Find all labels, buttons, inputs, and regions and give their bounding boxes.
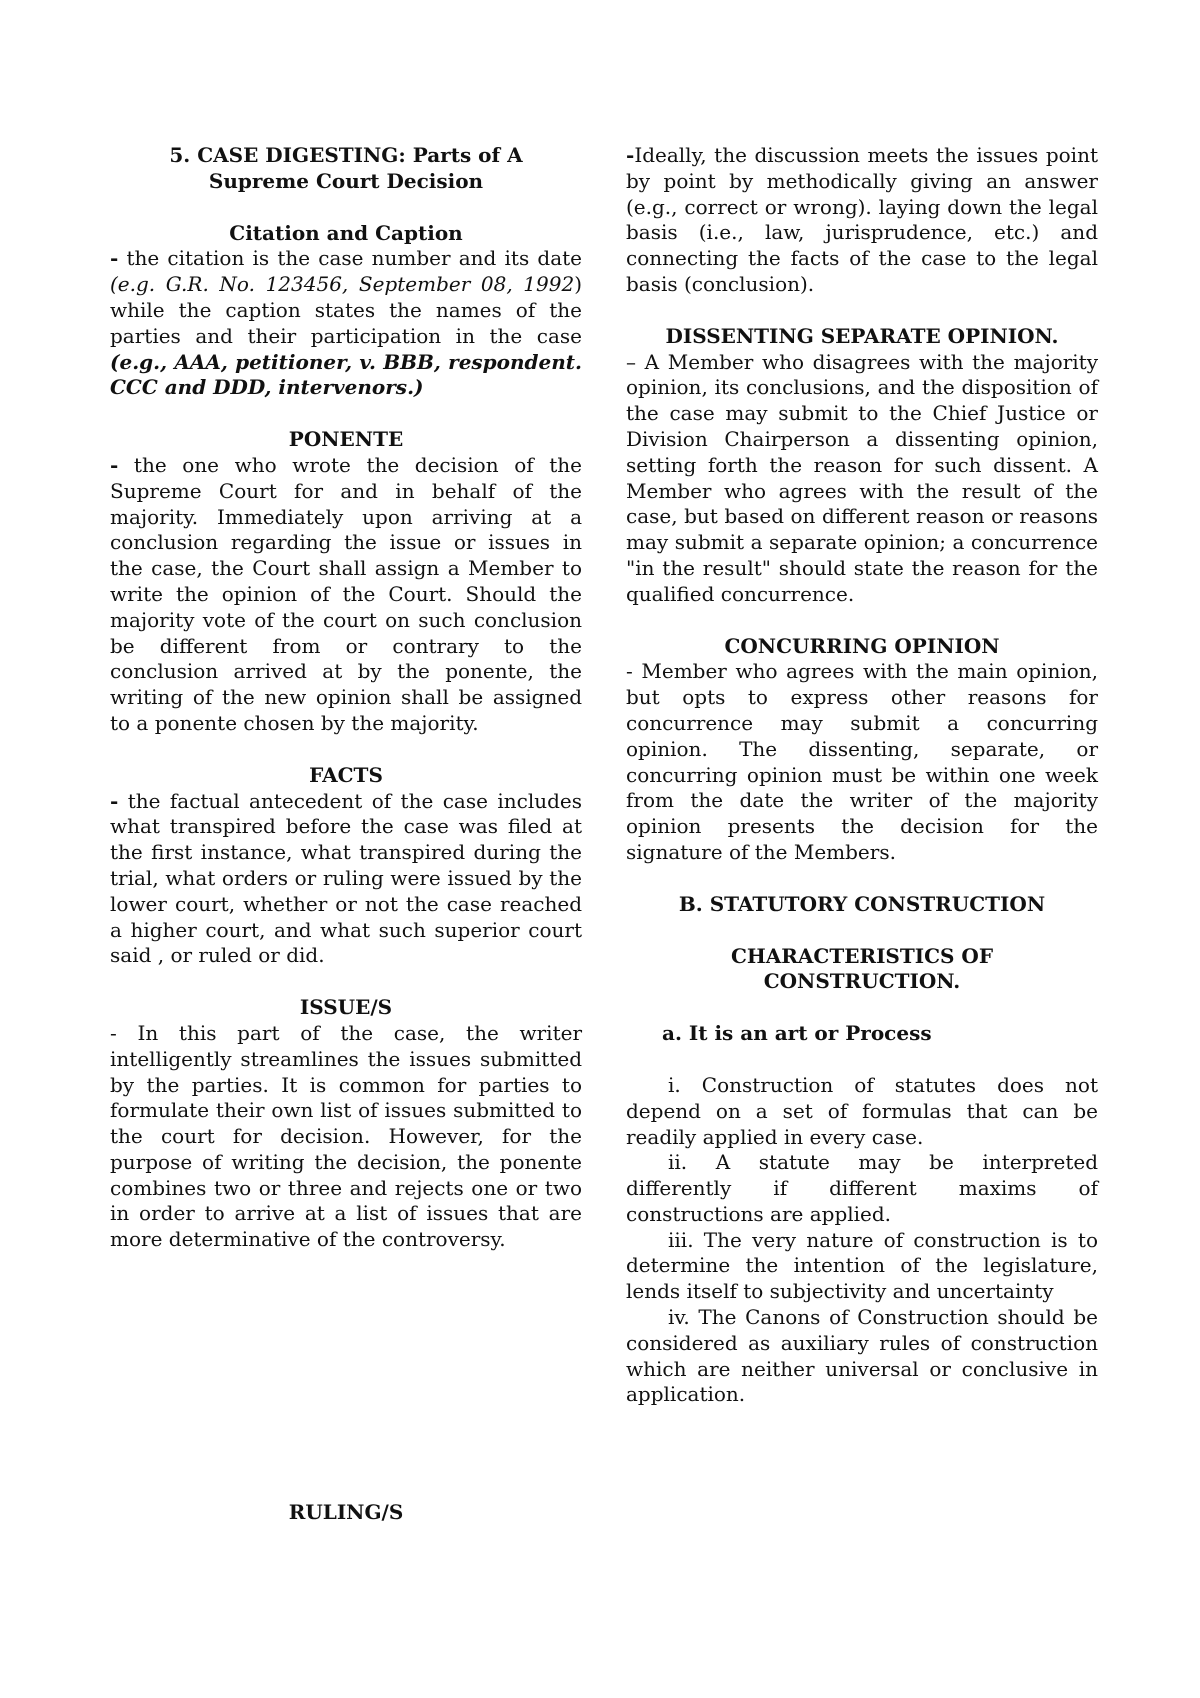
ruling-text: Ideally, the discussion meets the issues point by point by methodically giving an answer (e.g., correct or wrong). laying down the legal basis (i.e., law, jurisprudence, etc.) and connecting the facts of the case to the legal basis (conclusion).: [626, 143, 1098, 296]
citation-paragraph: [110, 246, 582, 401]
citation-example-1: (e.g. G.R. No. 123456, September 08, 1992: [110, 272, 575, 297]
citation-text-1: the citation is the case number and its date: [118, 246, 582, 271]
ponente-dash: -: [110, 452, 119, 477]
concurring-paragraph: - Member who agrees with the main opinion, but opts to express other reasons for concurrence may submit a concurring opinion. The dissenting, separate, or concurring opinion must be within one week from the date the writer of the majority opinion presents the decision for the signature of the Members.: [626, 659, 1098, 864]
list-item: ii. A statute may be interpreted differently if different maxims of constructions are applied.: [626, 1150, 1098, 1226]
document-title: [110, 143, 582, 195]
citation-example-2: (e.g., AAA, petitioner, v. BBB, respondent. CCC and DDD, intervenors.): [110, 349, 582, 400]
title-line-2: Supreme Court Decision: [208, 168, 484, 193]
left-column: [110, 143, 582, 1253]
facts-text: the factual antecedent of the case includes what transpired before the case was filed at the first instance, what transpired during the trial, what orders or ruling were issued by the lower court, whether or not the case reached a higher court, and what such superior court said , or ruled or did.: [110, 788, 582, 968]
title-line-1: 5. CASE DIGESTING: Parts of A: [169, 143, 523, 167]
ponente-heading: PONENTE: [288, 427, 404, 452]
citation-text-2: ) while the caption states the names of the parties and their participation in the case: [110, 272, 582, 348]
citation-heading: Citation and Caption: [229, 220, 463, 245]
facts-paragraph: [110, 789, 582, 970]
point-a-heading: a. It is an art or Process: [662, 1021, 932, 1046]
list-item: iii. The very nature of construction is to determine the intention of the legislature, lends itself to subjectivity and uncertainty: [626, 1227, 1098, 1304]
characteristics-line-1: CHARACTERISTICS OF: [730, 943, 994, 968]
list-item: i. Construction of statutes does not depend on a set of formulas that can be readily applied in every case.: [626, 1072, 1098, 1149]
statutory-heading: B. STATUTORY CONSTRUCTION: [678, 891, 1046, 916]
citation-dash: -: [110, 246, 119, 271]
ponente-paragraph: [110, 453, 582, 737]
facts-dash: -: [110, 788, 119, 813]
concurring-heading: CONCURRING OPINION: [724, 633, 1000, 658]
ponente-text: the one who wrote the decision of the Supreme Court for and in behalf of the majority. Immediately upon arriving at a conclusion regarding the issue or issues in the case, the Court shall assign a Member to write the opinion of the Court. Should the majority vote of the court on such conclusion be different from or contrary to the conclusion arrived at by the ponente, the writing of the new opinion shall be assigned to a ponente chosen by the majority.: [110, 452, 582, 735]
characteristics-heading: [626, 944, 1098, 996]
dissenting-heading: DISSENTING SEPARATE OPINION.: [665, 323, 1059, 348]
issues-paragraph: - In this part of the case, the writer intelligently streamlines the issues submitted by the parties. It is common for parties to formulate their own list of issues submitted to the court for decision. However, for the purpose of writing the decision, the ponente combines two or three and rejects one or two in order to arrive at a list of issues that are more determinative of the controversy.: [110, 1020, 582, 1252]
issues-heading: ISSUE/S: [299, 995, 393, 1020]
characteristics-line-2: CONSTRUCTION.: [763, 969, 961, 994]
ruling-heading: RULING/S: [288, 1500, 404, 1524]
ruling-paragraph: [626, 143, 1098, 298]
right-column: [626, 143, 1098, 1408]
facts-heading: FACTS: [309, 762, 383, 787]
dissenting-paragraph: – A Member who disagrees with the majority opinion, its conclusions, and the disposition of the case may submit to the Chief Justice or Division Chairperson a dissenting opinion, setting forth the reason for such dissent. A Member who agrees with the result of the case, but based on different reason or reasons may submit a separate opinion; a concurrence "in the result" should state the reason for the qualified concurrence.: [626, 349, 1098, 606]
ruling-dash: -: [626, 143, 635, 167]
list-item: iv. The Canons of Construction should be considered as auxiliary rules of construction which are neither universal or conclusive in application.: [626, 1305, 1098, 1407]
